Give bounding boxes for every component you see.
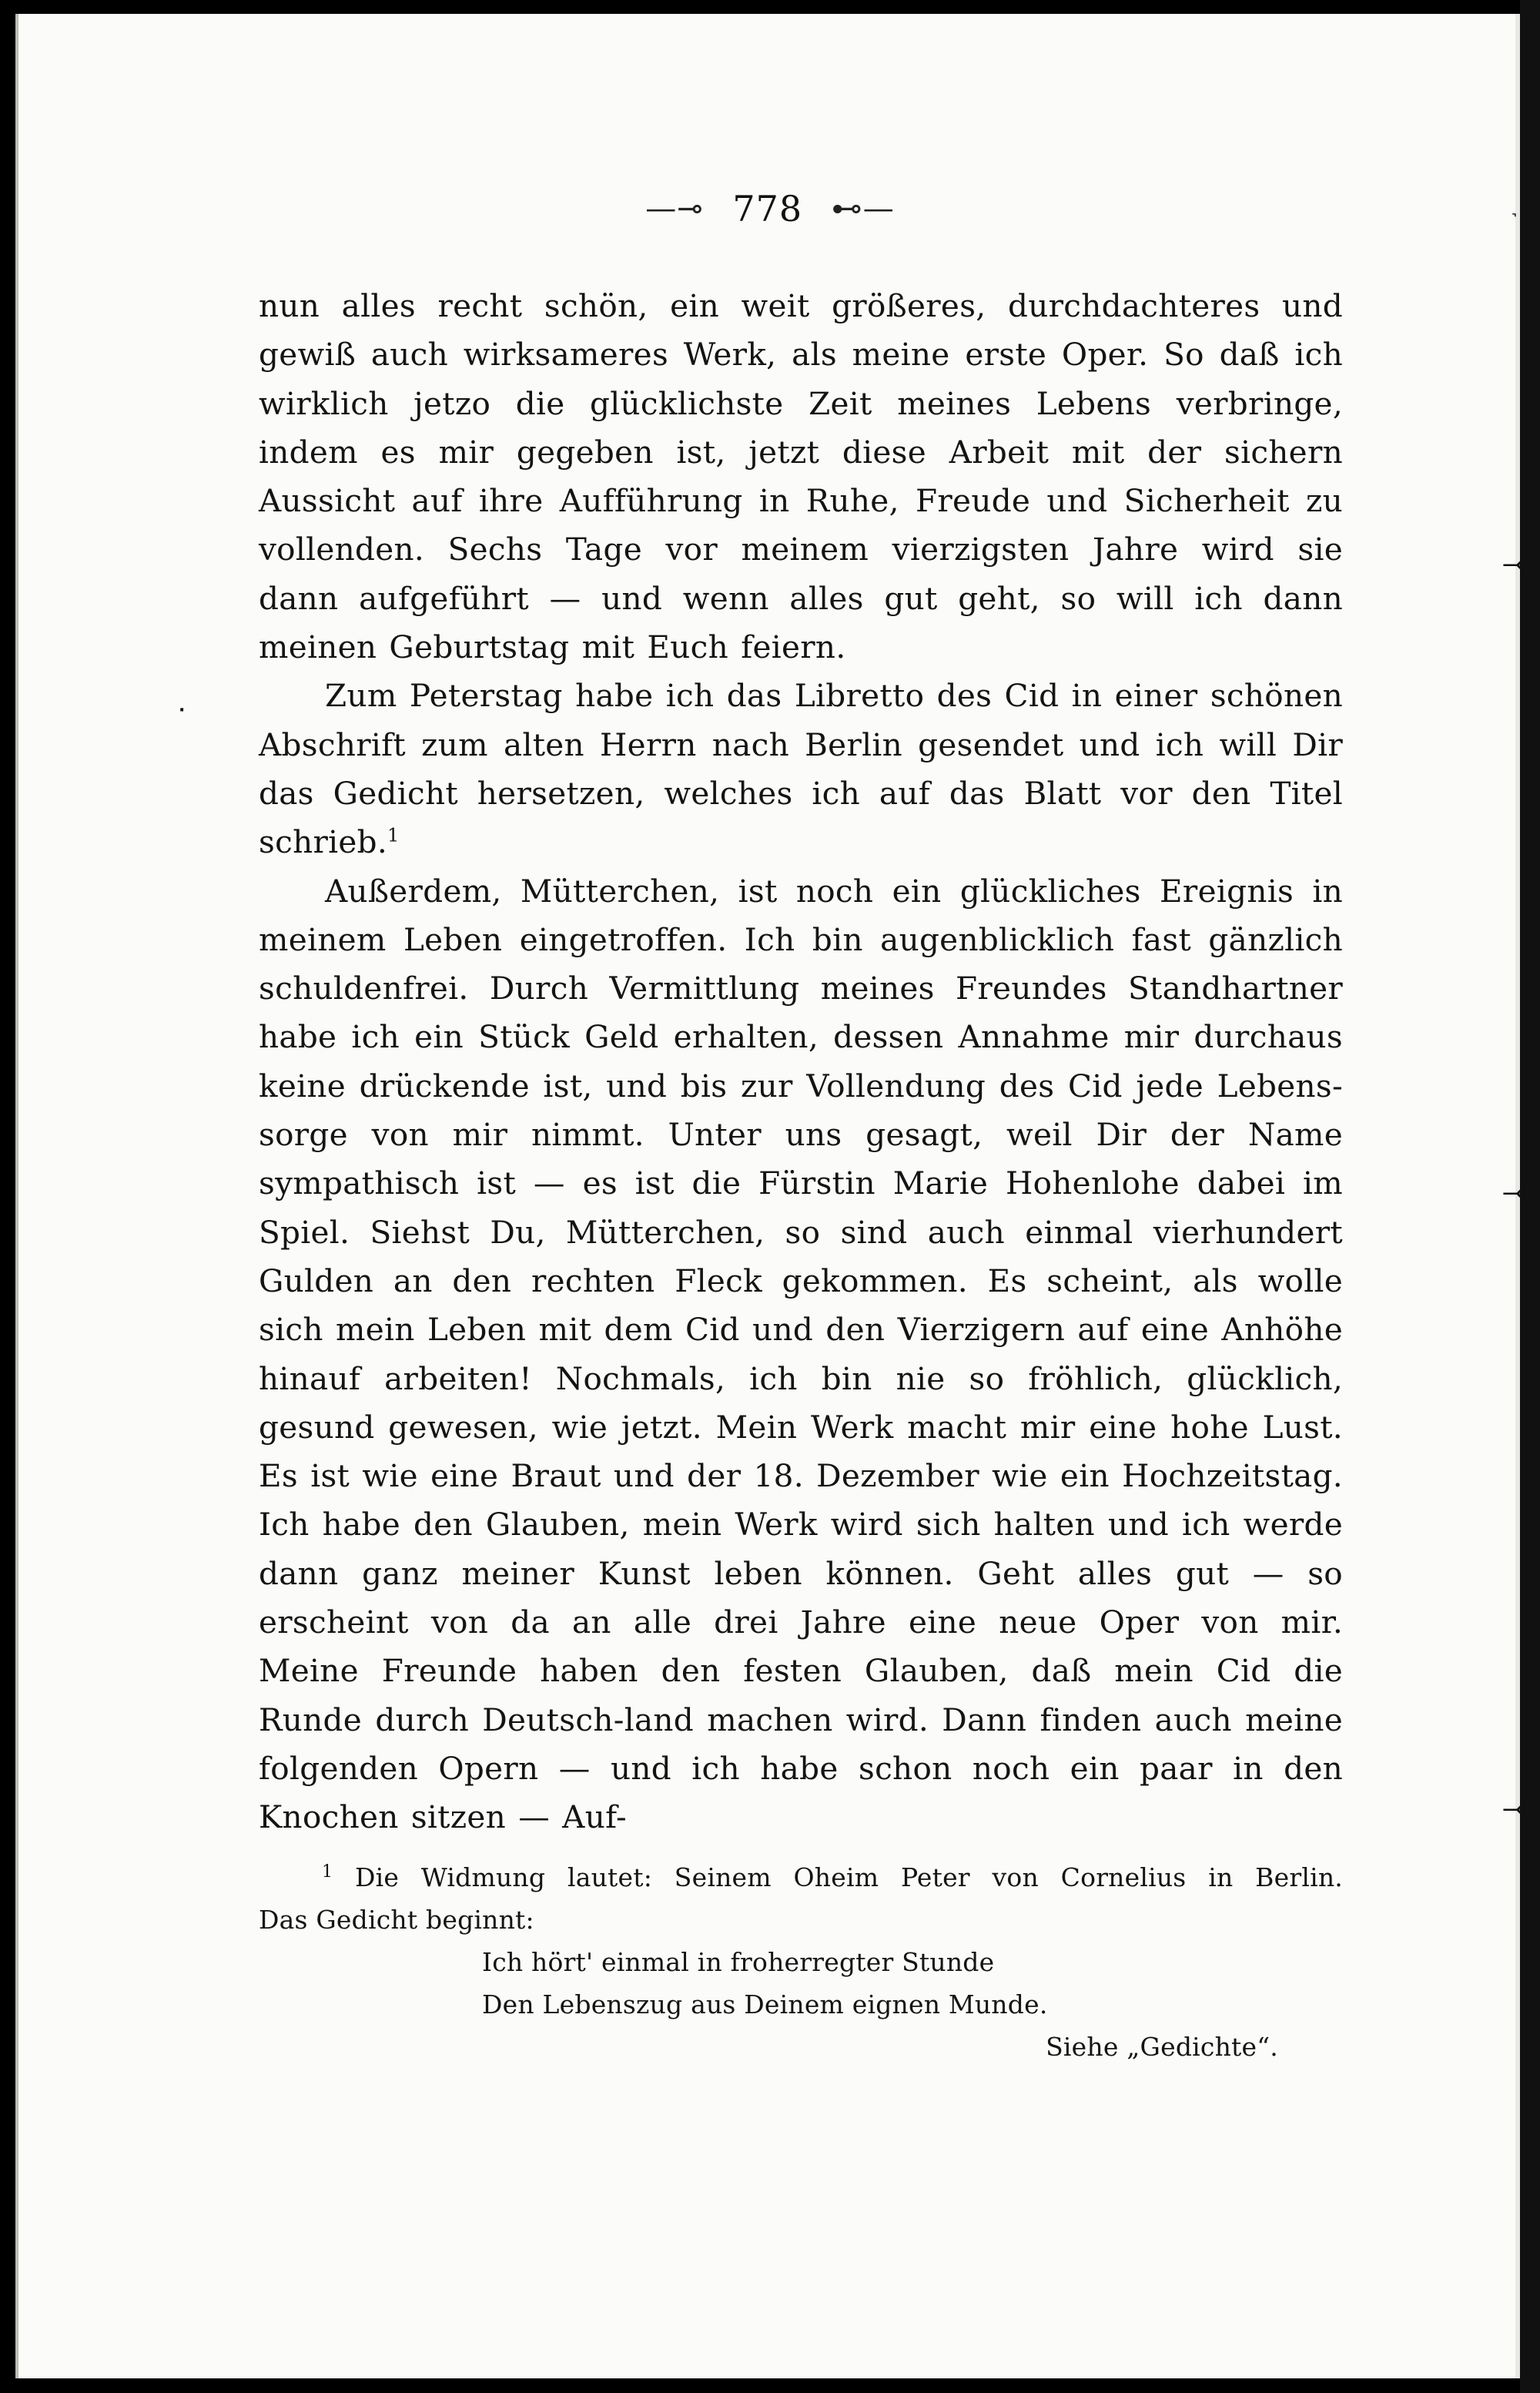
footnote-text: Die Widmung lautet: Seinem Oheim Peter von Cornelius in Berlin.: [354, 1862, 1343, 1892]
margin-tick-mark: ⤙: [1503, 1793, 1523, 1822]
left-ornament: —⊸: [645, 191, 704, 226]
page-edge-shadow: [15, 14, 18, 2378]
right-ornament: ⊷—: [831, 191, 895, 226]
stray-mark: ·: [179, 701, 186, 720]
body-text: [259, 282, 1343, 1842]
footnote-reference: 1: [387, 824, 400, 846]
verse-line: Ich hört' einmal in froherregter Stunde: [482, 1947, 995, 1977]
footnote: [259, 1856, 1343, 2068]
citation: Siehe „Gedichte“.: [1046, 2032, 1278, 2062]
paragraph-text: Zum Peterstag habe ich das Libretto des Cid in einer schönen Abschrift zum alten Herrn nach Berlin gesendet und ich will Dir das Gedicht hersetzen, welches ich auf das Blatt vor den Titel schrieb.: [259, 677, 1343, 861]
footnote-line: Das Gedicht beginnt:: [259, 1905, 534, 1935]
margin-tick-mark: ⤙: [1503, 548, 1523, 578]
page-header: [0, 185, 1540, 230]
paragraph: nun alles recht schön, ein weit größeres, durchdachteres und gewiß auch wirksameres Werk, als meine erste Oper. So daß ich wirklich jetzo die glücklichste Zeit meines Lebens verbringe, indem es mir gegeben ist, jetzt diese Arbeit mit der sichern Aussicht auf ihre Aufführung in Ruhe, Freude und Sicherheit zu vollenden. Sechs Tage vor meinem vierzigsten Jahre wird sie dann aufgeführt — und wenn alles gut geht, so will ich dann meinen Geburtstag mit Euch feiern.: [259, 287, 1343, 666]
paragraph: Außerdem, Mütterchen, ist noch ein glückliches Ereignis in meinem Leben eingetroffen. Ich bin augenblicklich fast gänzlich schuldenfrei. Durch Vermittlung meines Freundes Standhartner habe ich ein Stück Geld erhalten, dessen Annahme mir durchaus keine drückende ist, und bis zur Vollendung des Cid jede Lebens-sorge von mir nimmt. Unter uns gesagt, weil Dir der Name sympathisch ist — es ist die Fürstin Marie Hohenlohe dabei im Spiel. Siehst Du, Mütterchen, so sind auch einmal vierhundert Gulden an den rechten Fleck gekommen. Es scheint, als wolle sich mein Leben mit dem Cid und den Vierzigern auf eine Anhöhe hinauf arbeiten! Nochmals, ich bin nie so fröhlich, glücklich, gesund gewesen, wie jetzt. Mein Werk macht mir eine hohe Lust. Es ist wie eine Braut und der 18. Dezember wie ein Hochzeitstag. Ich habe den Glauben, mein Werk wird sich halten und ich werde dann ganz meiner Kunst leben können. Geht alles gut — so erscheint von da an alle drei Jahre eine neue Oper von mir. Meine Freunde haben den festen Glauben, daß mein Cid die Runde durch Deutsch-land machen wird. Dann finden auch meine folgenden Opern — und ich habe schon noch ein paar in den Knochen sitzen — Auf-: [259, 872, 1343, 1836]
page-number: 778: [732, 188, 803, 230]
footnote-line: [259, 1856, 1343, 1899]
margin-tick-mark: ⤙: [1503, 1177, 1523, 1206]
margin-tick-mark: ˺: [1511, 210, 1518, 233]
paragraph: [259, 672, 1343, 866]
verse-line: Den Lebenszug aus Deinem eignen Munde.: [482, 1989, 1048, 2019]
footnote-marker: 1: [322, 1862, 333, 1882]
